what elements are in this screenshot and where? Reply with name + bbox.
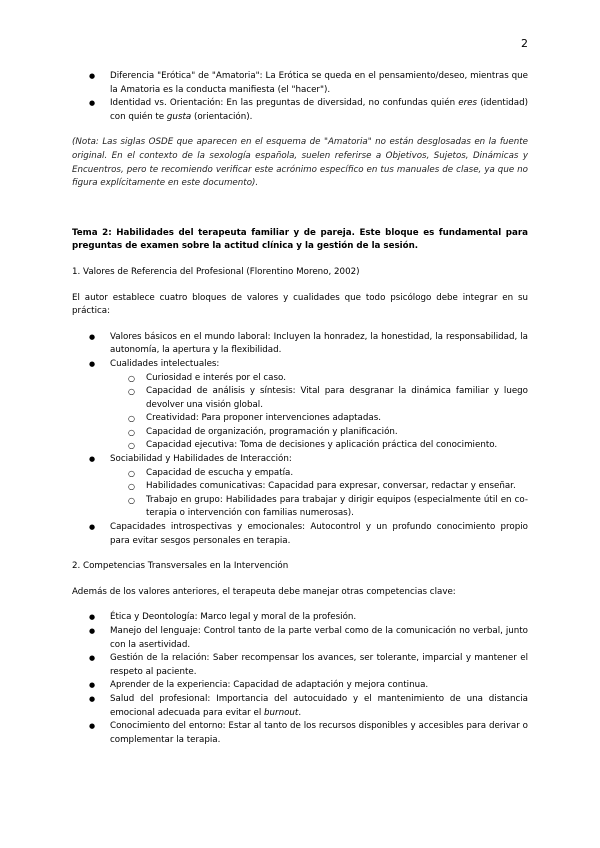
list-item: ● Valores básicos en el mundo laboral: Incluyen la honradez, la honestidad, la responsabilidad, la autonomía, la apertura y la flexibilidad. [72,331,528,358]
list-item: ● Capacidades introspectivas y emocionales: Autocontrol y un profundo conocimiento propio para evitar sesgos personales en terapia. [72,521,528,548]
list-item: ● Aprender de la experiencia: Capacidad de adaptación y mejora continua. [72,679,528,693]
sub-list-item: ○ Curiosidad e interés por el caso. [72,372,528,386]
sub-list-item: ○ Capacidad de escucha y empatía. [72,467,528,481]
sub-list-item: ○ Capacidad de análisis y síntesis: Vital para desgranar la dinámica familiar y luego devolver una visión global. [72,385,528,412]
list-item: ● Cualidades intelectuales: [72,358,528,372]
tema2-heading: Tema 2: Habilidades del terapeuta familiar y de pareja. Este bloque es fundamental para preguntas de examen sobre la actitud clínica y la gestión de la sesión. [72,227,528,252]
list-item: ● Manejo del lenguaje: Control tanto de la parte verbal como de la comunicación no verbal, junto con la asertividad. [72,625,528,652]
section2-title: 2. Competencias Transversales en la Intervención [72,561,289,572]
sub-list-item: ○ Capacidad ejecutiva: Toma de decisiones y aplicación práctica del conocimiento. [72,439,528,453]
list-item: ● Salud del profesional: Importancia del autocuidado y el mantenimiento de una distancia emocional adecuada para evitar el burnout. [72,693,528,720]
sub-list-item: ○ Creatividad: Para proponer intervenciones adaptadas. [72,412,528,426]
section1-intro: El autor establece cuatro bloques de valores y cualidades que todo psicólogo debe integrar en su práctica: [72,292,528,317]
list-item: ● Conocimiento del entorno: Estar al tanto de los recursos disponibles y accesibles para derivar o complementar la terapia. [72,720,528,747]
section2-intro: Además de los valores anteriores, el terapeuta debe manejar otras competencias clave: [72,586,456,597]
sub-list-item: ○ Habilidades comunicativas: Capacidad para expresar, conversar, redactar y enseñar. [72,480,528,494]
sub-list-item: ○ Capacidad de organización, programación y planificación. [72,426,528,440]
list-item: ● Ética y Deontología: Marco legal y moral de la profesión. [72,611,528,625]
page-number: 2 [521,37,528,50]
page-content [72,70,528,747]
list-item: ● Diferencia "Erótica" de "Amatoria": La Erótica se queda en el pensamiento/deseo, mientras que la Amatoria es la conducta manifiesta (el "hacer"). [72,70,528,97]
top-bullet-list [72,70,528,124]
list-item: ● Gestión de la relación: Saber recompensar los avances, ser tolerante, imparcial y mantener el respeto al paciente. [72,652,528,679]
list-item: ● Sociabilidad y Habilidades de Interacción: [72,453,528,467]
section1-list [72,331,528,549]
section2-list [72,611,528,747]
list-item: ● Identidad vs. Orientación: En las preguntas de diversidad, no confundas quién eres (identidad) con quién te gusta (orientación). [72,97,528,124]
note-paragraph: (Nota: Las siglas OSDE que aparecen en el esquema de "Amatoria" no están desglosadas en la fuente original. En el contexto de la sexología española, suelen referirse a Objetivos, Sujetos, Dinámicas y Encuentros, pero te recomiendo verificar este acrónimo específico en tus manuales de clase, ya que no figura explícitamente en este documento). [72,137,528,189]
sub-list-item: ○ Trabajo en grupo: Habilidades para trabajar y dirigir equipos (especialmente útil en co-terapia o intervención con familias numerosas). [72,494,528,521]
section1-title: 1. Valores de Referencia del Profesional (Florentino Moreno, 2002) [72,266,360,277]
